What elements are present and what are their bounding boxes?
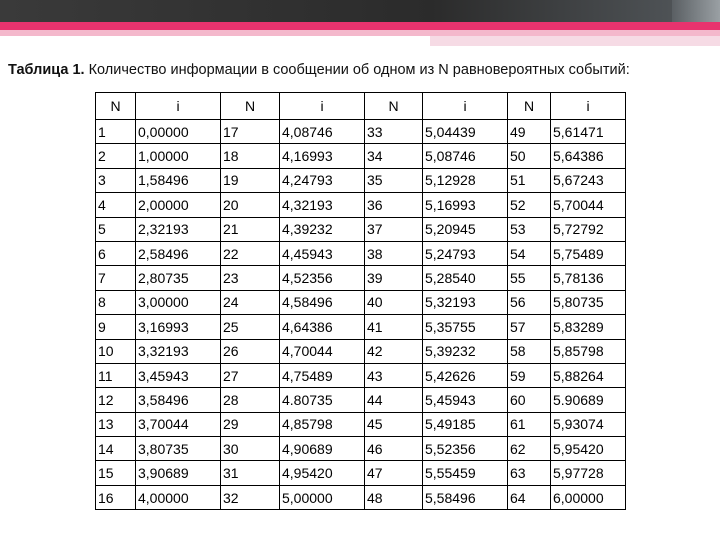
cell-i: 4,64386 [280, 315, 365, 339]
cell-n: 31 [221, 461, 280, 485]
cell-n: 50 [508, 144, 551, 168]
cell-i: 4,24793 [280, 168, 365, 192]
table-row [96, 266, 626, 290]
cell-n: 24 [221, 290, 280, 314]
cell-i: 5,61471 [551, 120, 626, 144]
cell-n: 1 [96, 120, 136, 144]
cell-n: 42 [365, 339, 423, 363]
cell-i: 4.80735 [280, 388, 365, 412]
cell-n: 12 [96, 388, 136, 412]
slide-header-bar [0, 0, 720, 22]
cell-i: 3,00000 [136, 290, 221, 314]
cell-n: 57 [508, 315, 551, 339]
slide-header-corner [672, 0, 720, 22]
cell-i: 6,00000 [551, 485, 626, 509]
caption-label: Таблица 1. [8, 62, 85, 78]
cell-i: 4,58496 [280, 290, 365, 314]
cell-n: 64 [508, 485, 551, 509]
cell-n: 45 [365, 412, 423, 436]
cell-i: 5,78136 [551, 266, 626, 290]
cell-n: 38 [365, 241, 423, 265]
cell-i: 5,42626 [423, 363, 508, 387]
cell-n: 28 [221, 388, 280, 412]
cell-i: 2,80735 [136, 266, 221, 290]
cell-n: 34 [365, 144, 423, 168]
cell-i: 5,67243 [551, 168, 626, 192]
cell-i: 5,97728 [551, 461, 626, 485]
cell-n: 54 [508, 241, 551, 265]
cell-n: 52 [508, 193, 551, 217]
slide-accent-fade-bar [430, 36, 720, 46]
table-header-row [96, 93, 626, 120]
cell-n: 19 [221, 168, 280, 192]
cell-n: 44 [365, 388, 423, 412]
table-row [96, 193, 626, 217]
cell-n: 59 [508, 363, 551, 387]
cell-i: 3,45943 [136, 363, 221, 387]
cell-n: 21 [221, 217, 280, 241]
cell-n: 2 [96, 144, 136, 168]
table-row [96, 339, 626, 363]
cell-i: 5,58496 [423, 485, 508, 509]
column-header: i [136, 93, 221, 120]
cell-n: 35 [365, 168, 423, 192]
cell-i: 3,80735 [136, 437, 221, 461]
cell-i: 5,55459 [423, 461, 508, 485]
cell-i: 5,88264 [551, 363, 626, 387]
cell-i: 5,20945 [423, 217, 508, 241]
cell-n: 32 [221, 485, 280, 509]
column-header: N [508, 93, 551, 120]
cell-n: 18 [221, 144, 280, 168]
cell-i: 5,70044 [551, 193, 626, 217]
cell-n: 4 [96, 193, 136, 217]
cell-i: 5,52356 [423, 437, 508, 461]
cell-i: 2,58496 [136, 241, 221, 265]
column-header: N [221, 93, 280, 120]
cell-n: 36 [365, 193, 423, 217]
cell-i: 1,58496 [136, 168, 221, 192]
table-row [96, 120, 626, 144]
table-row [96, 241, 626, 265]
cell-i: 5,64386 [551, 144, 626, 168]
cell-n: 56 [508, 290, 551, 314]
cell-n: 63 [508, 461, 551, 485]
cell-n: 49 [508, 120, 551, 144]
cell-i: 3,70044 [136, 412, 221, 436]
cell-n: 15 [96, 461, 136, 485]
table-body [96, 120, 626, 510]
caption-text: Количество информации в сообщении об одном из N равновероятных событий: [84, 62, 630, 78]
cell-n: 53 [508, 217, 551, 241]
cell-n: 39 [365, 266, 423, 290]
cell-n: 55 [508, 266, 551, 290]
table-row [96, 144, 626, 168]
column-header: i [423, 93, 508, 120]
cell-n: 51 [508, 168, 551, 192]
cell-n: 25 [221, 315, 280, 339]
cell-n: 60 [508, 388, 551, 412]
cell-i: 5,49185 [423, 412, 508, 436]
cell-i: 5,00000 [280, 485, 365, 509]
table-row [96, 363, 626, 387]
cell-i: 5,80735 [551, 290, 626, 314]
cell-i: 4,52356 [280, 266, 365, 290]
cell-i: 3,58496 [136, 388, 221, 412]
slide-accent-bar [0, 22, 720, 30]
cell-i: 4,32193 [280, 193, 365, 217]
cell-i: 5,28540 [423, 266, 508, 290]
cell-i: 5,16993 [423, 193, 508, 217]
cell-i: 4,85798 [280, 412, 365, 436]
cell-i: 1,00000 [136, 144, 221, 168]
cell-i: 3,16993 [136, 315, 221, 339]
cell-n: 62 [508, 437, 551, 461]
cell-n: 27 [221, 363, 280, 387]
cell-n: 7 [96, 266, 136, 290]
cell-n: 5 [96, 217, 136, 241]
cell-i: 2,32193 [136, 217, 221, 241]
cell-i: 4,45943 [280, 241, 365, 265]
cell-n: 11 [96, 363, 136, 387]
cell-n: 37 [365, 217, 423, 241]
cell-n: 61 [508, 412, 551, 436]
cell-i: 4,90689 [280, 437, 365, 461]
cell-n: 43 [365, 363, 423, 387]
table-caption [8, 62, 720, 78]
cell-i: 5,39232 [423, 339, 508, 363]
cell-n: 46 [365, 437, 423, 461]
cell-n: 30 [221, 437, 280, 461]
cell-i: 5.90689 [551, 388, 626, 412]
cell-i: 4,16993 [280, 144, 365, 168]
cell-n: 29 [221, 412, 280, 436]
cell-n: 10 [96, 339, 136, 363]
column-header: N [96, 93, 136, 120]
cell-i: 5,35755 [423, 315, 508, 339]
cell-i: 5,85798 [551, 339, 626, 363]
cell-i: 5,24793 [423, 241, 508, 265]
cell-n: 33 [365, 120, 423, 144]
cell-n: 3 [96, 168, 136, 192]
cell-i: 5,32193 [423, 290, 508, 314]
table-row [96, 485, 626, 509]
cell-i: 5,95420 [551, 437, 626, 461]
cell-i: 4,39232 [280, 217, 365, 241]
cell-n: 17 [221, 120, 280, 144]
cell-i: 5,12928 [423, 168, 508, 192]
cell-i: 5,08746 [423, 144, 508, 168]
cell-n: 14 [96, 437, 136, 461]
column-header: i [280, 93, 365, 120]
table-row [96, 290, 626, 314]
cell-i: 4,95420 [280, 461, 365, 485]
table-row [96, 437, 626, 461]
cell-i: 3,32193 [136, 339, 221, 363]
cell-n: 26 [221, 339, 280, 363]
cell-n: 8 [96, 290, 136, 314]
table-row [96, 217, 626, 241]
cell-n: 48 [365, 485, 423, 509]
cell-i: 4,70044 [280, 339, 365, 363]
cell-i: 5,75489 [551, 241, 626, 265]
cell-i: 4,08746 [280, 120, 365, 144]
cell-i: 4,75489 [280, 363, 365, 387]
cell-n: 22 [221, 241, 280, 265]
column-header: N [365, 93, 423, 120]
cell-n: 9 [96, 315, 136, 339]
cell-n: 13 [96, 412, 136, 436]
cell-n: 16 [96, 485, 136, 509]
cell-i: 5,04439 [423, 120, 508, 144]
cell-n: 23 [221, 266, 280, 290]
cell-i: 5,72792 [551, 217, 626, 241]
table-row [96, 168, 626, 192]
column-header: i [551, 93, 626, 120]
cell-n: 20 [221, 193, 280, 217]
cell-n: 6 [96, 241, 136, 265]
table-row [96, 315, 626, 339]
table-row [96, 388, 626, 412]
cell-n: 41 [365, 315, 423, 339]
cell-i: 4,00000 [136, 485, 221, 509]
cell-i: 5,93074 [551, 412, 626, 436]
cell-n: 47 [365, 461, 423, 485]
table-row [96, 412, 626, 436]
cell-n: 40 [365, 290, 423, 314]
cell-i: 3,90689 [136, 461, 221, 485]
cell-n: 58 [508, 339, 551, 363]
cell-i: 0,00000 [136, 120, 221, 144]
information-table [95, 92, 626, 510]
cell-i: 2,00000 [136, 193, 221, 217]
cell-i: 5,45943 [423, 388, 508, 412]
cell-i: 5,83289 [551, 315, 626, 339]
table-row [96, 461, 626, 485]
